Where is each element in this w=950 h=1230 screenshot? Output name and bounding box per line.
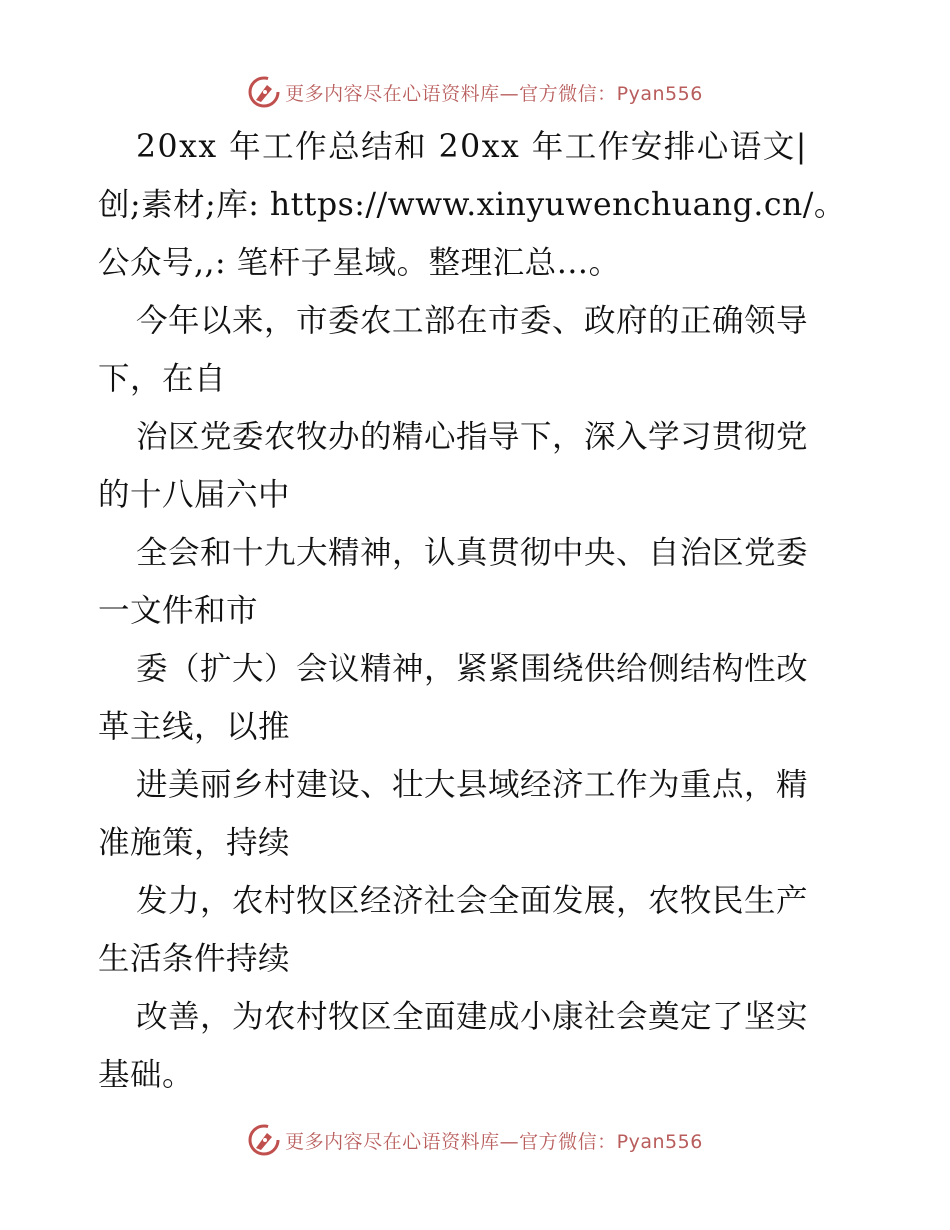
text-line: 改善，为农村牧区全面建成小康社会奠定了坚实 [136, 999, 809, 1035]
text-line: 准施策，持续 [98, 825, 291, 861]
text-line: 发力，农村牧区经济社会全面发展，农牧民生产 [136, 883, 809, 919]
text-line: 生活条件持续 [98, 941, 291, 977]
text-line: 一文件和市 [98, 593, 259, 629]
text-line: 委（扩大）会议精神，紧紧围绕供给侧结构性改 [136, 651, 809, 687]
text-line: 今年以来，市委农工部在市委、政府的正确领导 [136, 303, 809, 339]
doc-title-line: 20xx 年工作总结和 20xx 年工作安排心语文| [136, 129, 808, 165]
text-line: 基础。 [98, 1057, 195, 1093]
text-line: 创;素材;库: https://www.xinyuwenchuang.cn/。 [98, 187, 846, 223]
text-line: 的十八届六中 [98, 477, 291, 513]
text-line: 革主线，以推 [98, 709, 291, 745]
text-line: 公众号,,: 笔杆子星域。整理汇总…。 [98, 245, 621, 281]
watermark-text: 更多内容尽在心语资料库—官方微信：Pyan556 [285, 1130, 703, 1153]
document-body [98, 118, 858, 1104]
pen-nib-logo-icon [247, 75, 281, 109]
footer-watermark [0, 1120, 950, 1160]
header-watermark [0, 72, 950, 112]
text-line: 全会和十九大精神，认真贯彻中央、自治区党委 [136, 535, 809, 571]
watermark-text: 更多内容尽在心语资料库—官方微信：Pyan556 [285, 82, 703, 105]
text-line: 下，在自 [98, 361, 227, 397]
text-line: 进美丽乡村建设、壮大县域经济工作为重点，精 [136, 767, 809, 803]
pen-nib-logo-icon [247, 1123, 281, 1157]
text-line: 治区党委农牧办的精心指导下，深入学习贯彻党 [136, 419, 809, 455]
